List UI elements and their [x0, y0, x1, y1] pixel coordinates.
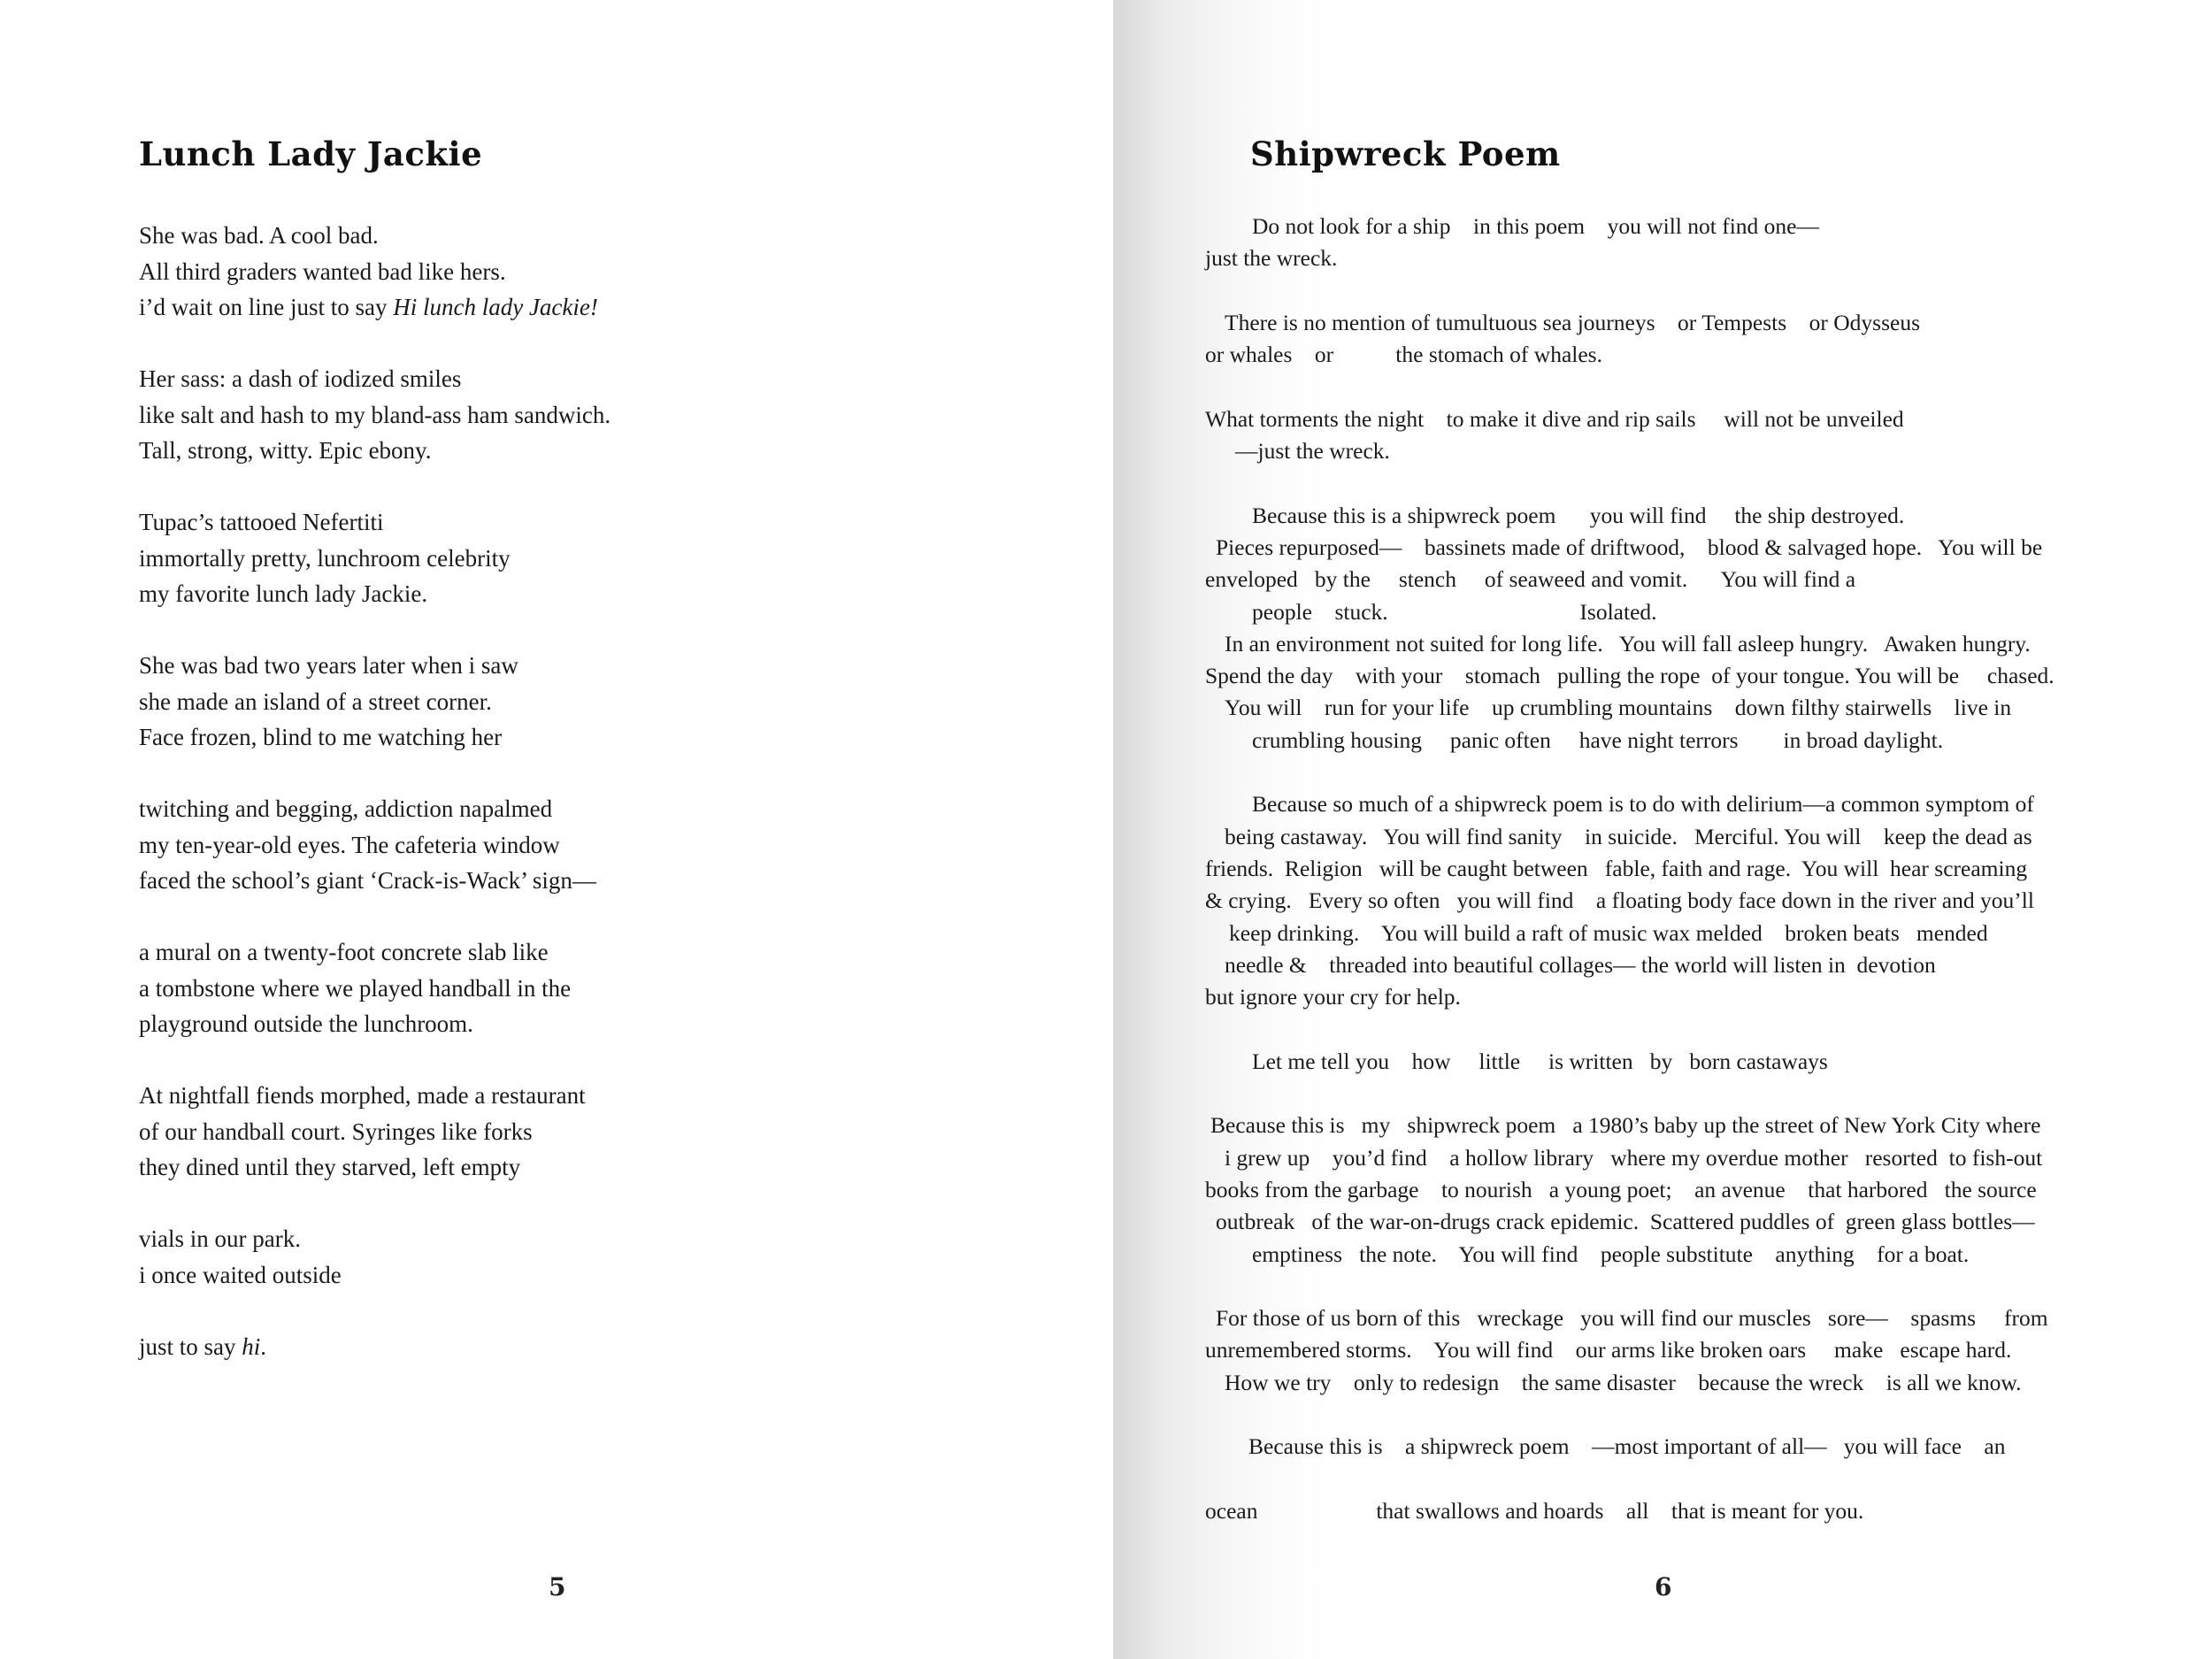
poem-line: All third graders wanted bad like hers.	[139, 257, 506, 285]
poem-line: Because so much of a shipwreck poem is to do with delirium—a common symptom of	[1252, 791, 2034, 818]
poem-line: my ten-year-old eyes. The cafeteria window	[139, 831, 560, 858]
stanza-gap	[139, 469, 611, 505]
poem-line: a mural on a twenty-foot concrete slab like	[139, 939, 549, 965]
stanza-gap	[139, 1293, 611, 1329]
stanza-gap	[1205, 757, 2055, 788]
poem-line: Spend the day with your stomach pulling the rope of your tongue. You will be chased.	[1205, 663, 2055, 689]
poem-line	[139, 1329, 611, 1365]
poem-line: Face frozen, blind to me watching her	[139, 724, 503, 750]
poem-line	[139, 289, 611, 326]
poem-line: emptiness the note. You will find people substitute anything for a boat.	[1252, 1240, 1970, 1267]
poem-line-italic: hi	[242, 1333, 261, 1360]
stanza-gap	[1205, 1463, 2055, 1495]
poem-line: unremembered storms. You will find our arms like broken oars make escape hard.	[1205, 1337, 2012, 1363]
right-page	[1113, 0, 2212, 1659]
poem-line: At nightfall fiends morphed, made a restaurant	[139, 1082, 586, 1109]
poem-line: books from the garbage to nourish a young poet; an avenue that harbored the source	[1205, 1176, 2037, 1202]
poem-line: they dined until they starved, left empty	[139, 1154, 521, 1180]
stanza-gap	[1205, 1399, 2055, 1431]
poem-line: twitching and begging, addiction napalmed	[139, 795, 553, 822]
poem-line: enveloped by the stench of seaweed and vomit. You will find a	[1205, 566, 1856, 593]
poem-line-italic: Hi lunch lady Jackie!	[393, 294, 598, 320]
poem-line: Her sass: a dash of iodized smiles	[139, 365, 462, 392]
poem-line: friends. Religion will be caught between fable, faith and rage. You will hear screaming	[1205, 855, 2028, 881]
poem-line: people stuck. Isolated.	[1252, 598, 1657, 625]
poem-line: ocean that swallows and hoards all that is meant for you.	[1205, 1497, 1864, 1524]
poem-line: Let me tell you how little is written by born castaways	[1252, 1048, 1828, 1074]
poem-line-text: .	[260, 1333, 267, 1360]
poem-line: she made an island of a street corner.	[139, 687, 492, 715]
poem-line: Tall, strong, witty. Epic ebony.	[139, 437, 432, 464]
stanza-gap	[139, 326, 611, 362]
page-number-right: 6	[1655, 1572, 1672, 1601]
poem-line-text: just to say	[139, 1333, 242, 1360]
poem-line: faced the school’s giant ‘Crack-is-Wack’ sign—	[139, 867, 596, 894]
stanza-gap	[139, 756, 611, 792]
poem-line: She was bad two years later when i saw	[139, 652, 518, 679]
poem-body-shipwreck-poem	[1205, 211, 2055, 1527]
poem-line: What torments the night to make it dive and rip sails will not be unveiled	[1205, 405, 1904, 432]
stanza-gap	[139, 1186, 611, 1222]
poem-line: crumbling housing panic often have night terrors in broad daylight.	[1252, 726, 1944, 753]
poem-line: like salt and hash to my bland-ass ham sandwich.	[139, 401, 611, 428]
poem-title-shipwreck-poem: Shipwreck Poem	[1250, 134, 1561, 173]
poem-body-lunch-lady-jackie	[139, 218, 611, 1364]
stanza-gap	[1205, 1271, 2055, 1302]
poem-line: keep drinking. You will build a raft of music wax melded broken beats mended	[1229, 919, 1988, 946]
poem-line: outbreak of the war-on-drugs crack epidemic. Scattered puddles of green glass bottles—	[1216, 1209, 2035, 1235]
stanza-gap	[1205, 467, 2055, 499]
poem-line: or whales or the stomach of whales.	[1205, 342, 1602, 368]
poem-line: playground outside the lunchroom.	[139, 1010, 473, 1037]
poem-line-text: i’d wait on line just to say	[139, 294, 394, 320]
poem-line: & crying. Every so often you will find a floating body face down in the river and you’ll	[1205, 887, 2034, 914]
page-number-left: 5	[549, 1572, 566, 1601]
stanza-gap	[139, 1042, 611, 1079]
stanza-gap	[139, 612, 611, 649]
poem-line: a tombstone where we played handball in the	[139, 974, 572, 1002]
stanza-gap	[1205, 275, 2055, 307]
poem-line: i grew up you’d find a hollow library where my overdue mother resorted to fish-out	[1225, 1144, 2043, 1171]
poem-line: You will run for your life up crumbling mountains down filthy stairwells live in	[1225, 695, 2012, 721]
poem-line: Tupac’s tattooed Nefertiti	[139, 509, 384, 535]
poem-line: being castaway. You will find sanity in suicide. Merciful. You will keep the dead as	[1225, 823, 2032, 849]
poem-line: immortally pretty, lunchroom celebrity	[139, 544, 511, 572]
poem-line: my favorite lunch lady Jackie.	[139, 580, 428, 607]
stanza-gap	[139, 899, 611, 935]
poem-line: i once waited outside	[139, 1261, 342, 1288]
poem-line: Because this is a shipwreck poem —most important of all— you will face an	[1248, 1433, 2006, 1460]
stanza-gap	[1205, 1078, 2055, 1110]
poem-line: Do not look for a ship in this poem you will not find one—	[1252, 213, 1819, 239]
poem-line: just the wreck.	[1205, 245, 1338, 272]
poem-line: but ignore your cry for help.	[1205, 984, 1461, 1010]
poem-line: Because this is a shipwreck poem you will find the ship destroyed.	[1252, 502, 1905, 528]
poem-line: —just the wreck.	[1235, 438, 1390, 465]
poem-line: Pieces repurposed— bassinets made of driftwood, blood & salvaged hope. You will be	[1216, 534, 2043, 560]
poem-line: In an environment not suited for long life. You will fall asleep hungry. Awaken hungry.	[1225, 630, 2031, 657]
poem-title-lunch-lady-jackie: Lunch Lady Jackie	[139, 134, 483, 173]
poem-line: of our handball court. Syringes like forks	[139, 1118, 533, 1145]
poem-line: needle & threaded into beautiful collages— the world will listen in devotion	[1225, 951, 1936, 978]
poem-line: For those of us born of this wreckage you will find our muscles sore— spasms from	[1216, 1305, 2048, 1332]
poem-line: Because this is my shipwreck poem a 1980’s baby up the street of New York City where	[1210, 1112, 2041, 1139]
stanza-gap	[1205, 371, 2055, 403]
poem-line: vials in our park.	[139, 1225, 301, 1252]
poem-line: She was bad. A cool bad.	[139, 222, 379, 249]
stanza-gap	[1205, 1013, 2055, 1045]
poem-line: How we try only to redesign the same disaster because the wreck is all we know.	[1225, 1369, 2022, 1395]
poem-line: There is no mention of tumultuous sea journeys or Tempests or Odysseus	[1225, 309, 1921, 335]
